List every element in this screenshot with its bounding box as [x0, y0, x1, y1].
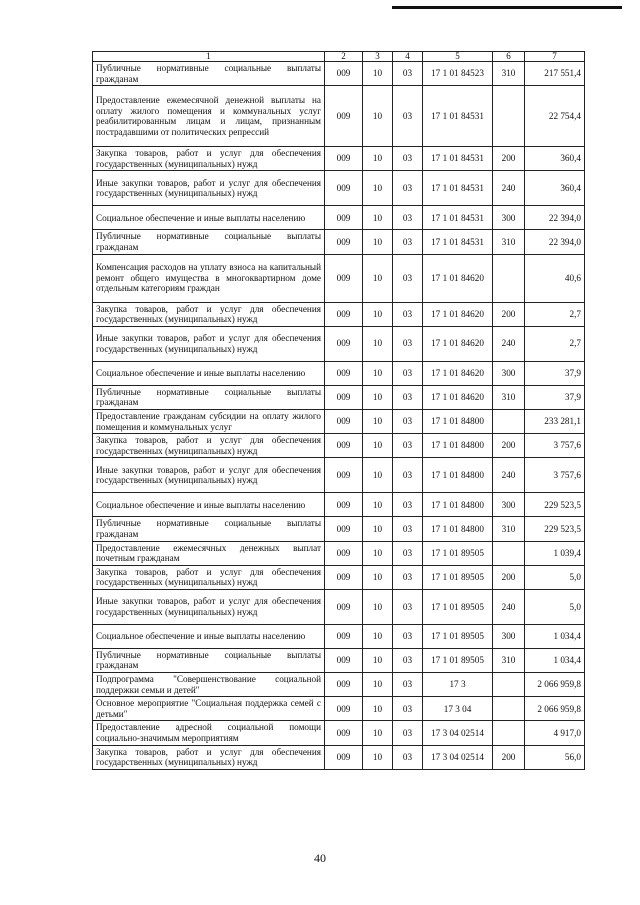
row-code-expense-type: 240	[493, 458, 525, 493]
row-code-target: 17 1 01 89505	[423, 624, 493, 648]
row-code-ministry: 009	[325, 326, 363, 361]
row-code-target: 17 1 01 89505	[423, 565, 493, 589]
table-body	[93, 52, 585, 770]
row-name: Публичные нормативные социальные выплаты гражданам	[93, 648, 325, 672]
row-name: Публичные нормативные социальные выплаты гражданам	[93, 62, 325, 86]
row-name: Компенсация расходов на уплату взноса на капитальный ремонт общего имущества в многоквартирном доме отдельным категориям граждан	[93, 254, 325, 302]
row-amount: 2 066 959,8	[525, 673, 585, 697]
row-name: Закупка товаров, работ и услуг для обеспечения государственных (муниципальных) нужд	[93, 147, 325, 171]
row-code-section: 10	[363, 565, 393, 589]
row-code-target: 17 1 01 84620	[423, 361, 493, 385]
row-name: Публичные нормативные социальные выплаты гражданам	[93, 230, 325, 254]
table-row	[93, 361, 585, 385]
row-code-section: 10	[363, 673, 393, 697]
row-code-subsection: 03	[393, 409, 423, 433]
row-amount: 1 034,4	[525, 648, 585, 672]
column-header: 3	[363, 52, 393, 62]
row-code-target: 17 3	[423, 673, 493, 697]
table-row	[93, 541, 585, 565]
row-code-section: 10	[363, 458, 393, 493]
row-code-target: 17 1 01 84523	[423, 62, 493, 86]
row-code-expense-type	[493, 673, 525, 697]
table-row	[93, 673, 585, 697]
row-name: Иные закупки товаров, работ и услуг для обеспечения государственных (муниципальных) нужд	[93, 589, 325, 624]
row-code-ministry: 009	[325, 254, 363, 302]
row-code-expense-type: 300	[493, 361, 525, 385]
row-name: Иные закупки товаров, работ и услуг для обеспечения государственных (муниципальных) нужд	[93, 171, 325, 206]
row-code-ministry: 009	[325, 541, 363, 565]
column-header: 2	[325, 52, 363, 62]
row-name: Закупка товаров, работ и услуг для обеспечения государственных (муниципальных) нужд	[93, 565, 325, 589]
row-code-subsection: 03	[393, 302, 423, 326]
row-name: Предоставление ежемесячной денежной выплаты на оплату жилого помещения и коммунальных услуг реабилитированным лицам и лицам, признанным пострадавшими от политических репрессий	[93, 86, 325, 147]
table-row	[93, 86, 585, 147]
row-code-subsection: 03	[393, 697, 423, 721]
row-code-section: 10	[363, 230, 393, 254]
row-code-expense-type: 240	[493, 326, 525, 361]
row-name: Социальное обеспечение и иные выплаты населению	[93, 206, 325, 230]
row-code-section: 10	[363, 721, 393, 745]
column-header: 6	[493, 52, 525, 62]
row-amount: 4 917,0	[525, 721, 585, 745]
row-code-subsection: 03	[393, 254, 423, 302]
row-code-section: 10	[363, 171, 393, 206]
column-header: 5	[423, 52, 493, 62]
row-name: Публичные нормативные социальные выплаты гражданам	[93, 517, 325, 541]
row-code-expense-type	[493, 697, 525, 721]
row-code-target: 17 3 04 02514	[423, 745, 493, 769]
row-code-target: 17 1 01 89505	[423, 648, 493, 672]
row-code-section: 10	[363, 624, 393, 648]
row-code-expense-type	[493, 721, 525, 745]
row-code-expense-type: 310	[493, 62, 525, 86]
row-code-section: 10	[363, 409, 393, 433]
table-row	[93, 648, 585, 672]
row-code-section: 10	[363, 326, 393, 361]
row-code-subsection: 03	[393, 745, 423, 769]
row-code-target: 17 1 01 84620	[423, 385, 493, 409]
table-row	[93, 565, 585, 589]
table-row	[93, 409, 585, 433]
row-code-target: 17 1 01 84620	[423, 302, 493, 326]
row-code-subsection: 03	[393, 385, 423, 409]
row-code-subsection: 03	[393, 517, 423, 541]
row-code-ministry: 009	[325, 745, 363, 769]
row-amount: 37,9	[525, 385, 585, 409]
row-name: Социальное обеспечение и иные выплаты населению	[93, 493, 325, 517]
row-code-subsection: 03	[393, 171, 423, 206]
row-code-ministry: 009	[325, 86, 363, 147]
row-amount: 3 757,6	[525, 434, 585, 458]
row-code-expense-type: 310	[493, 517, 525, 541]
row-name: Иные закупки товаров, работ и услуг для обеспечения государственных (муниципальных) нужд	[93, 458, 325, 493]
row-code-subsection: 03	[393, 624, 423, 648]
row-code-subsection: 03	[393, 589, 423, 624]
header-row	[93, 52, 585, 62]
row-name: Иные закупки товаров, работ и услуг для обеспечения государственных (муниципальных) нужд	[93, 326, 325, 361]
table-row	[93, 147, 585, 171]
row-code-subsection: 03	[393, 206, 423, 230]
table-row	[93, 458, 585, 493]
row-amount: 3 757,6	[525, 458, 585, 493]
row-amount: 1 034,4	[525, 624, 585, 648]
row-code-ministry: 009	[325, 721, 363, 745]
row-code-expense-type: 310	[493, 230, 525, 254]
row-code-ministry: 009	[325, 206, 363, 230]
row-amount: 217 551,4	[525, 62, 585, 86]
row-code-target: 17 1 01 84800	[423, 517, 493, 541]
row-code-subsection: 03	[393, 230, 423, 254]
row-code-section: 10	[363, 147, 393, 171]
row-code-section: 10	[363, 434, 393, 458]
row-code-target: 17 1 01 84800	[423, 458, 493, 493]
row-code-ministry: 009	[325, 302, 363, 326]
row-amount: 22 754,4	[525, 86, 585, 147]
row-amount: 360,4	[525, 147, 585, 171]
row-code-subsection: 03	[393, 147, 423, 171]
row-code-ministry: 009	[325, 458, 363, 493]
table-row	[93, 254, 585, 302]
row-code-target: 17 3 04	[423, 697, 493, 721]
table-row	[93, 517, 585, 541]
row-code-ministry: 009	[325, 230, 363, 254]
row-name: Закупка товаров, работ и услуг для обеспечения государственных (муниципальных) нужд	[93, 745, 325, 769]
table-row	[93, 697, 585, 721]
row-code-target: 17 1 01 84531	[423, 230, 493, 254]
row-code-expense-type: 240	[493, 589, 525, 624]
row-amount: 2,7	[525, 326, 585, 361]
row-code-section: 10	[363, 517, 393, 541]
row-code-section: 10	[363, 745, 393, 769]
row-code-section: 10	[363, 589, 393, 624]
row-code-target: 17 1 01 84531	[423, 206, 493, 230]
row-code-ministry: 009	[325, 565, 363, 589]
row-amount: 229 523,5	[525, 517, 585, 541]
budget-table	[92, 51, 585, 770]
row-code-expense-type: 200	[493, 147, 525, 171]
row-code-expense-type	[493, 254, 525, 302]
row-code-ministry: 009	[325, 493, 363, 517]
row-code-expense-type: 300	[493, 206, 525, 230]
row-name: Предоставление ежемесячных денежных выплат почетным гражданам	[93, 541, 325, 565]
table-row	[93, 302, 585, 326]
table-row	[93, 589, 585, 624]
row-code-section: 10	[363, 493, 393, 517]
table-row	[93, 745, 585, 769]
row-name: Подпрограмма "Совершенствование социальной поддержки семьи и детей"	[93, 673, 325, 697]
row-code-subsection: 03	[393, 541, 423, 565]
row-name: Социальное обеспечение и иные выплаты населению	[93, 361, 325, 385]
row-code-expense-type: 310	[493, 385, 525, 409]
row-code-section: 10	[363, 697, 393, 721]
row-code-target: 17 3 04 02514	[423, 721, 493, 745]
row-code-expense-type	[493, 409, 525, 433]
row-code-subsection: 03	[393, 458, 423, 493]
row-code-expense-type: 200	[493, 302, 525, 326]
column-header: 4	[393, 52, 423, 62]
row-amount: 2,7	[525, 302, 585, 326]
row-code-section: 10	[363, 302, 393, 326]
row-code-ministry: 009	[325, 673, 363, 697]
table-row	[93, 493, 585, 517]
table-row	[93, 206, 585, 230]
row-code-target: 17 1 01 84531	[423, 86, 493, 147]
row-amount: 56,0	[525, 745, 585, 769]
row-code-subsection: 03	[393, 361, 423, 385]
row-code-target: 17 1 01 89505	[423, 589, 493, 624]
row-code-subsection: 03	[393, 86, 423, 147]
table-row	[93, 624, 585, 648]
table-row	[93, 326, 585, 361]
row-code-ministry: 009	[325, 697, 363, 721]
row-code-ministry: 009	[325, 409, 363, 433]
row-code-expense-type: 200	[493, 565, 525, 589]
row-code-subsection: 03	[393, 721, 423, 745]
table-row	[93, 62, 585, 86]
row-code-expense-type: 310	[493, 648, 525, 672]
row-code-subsection: 03	[393, 326, 423, 361]
row-amount: 360,4	[525, 171, 585, 206]
row-code-subsection: 03	[393, 673, 423, 697]
row-code-expense-type: 200	[493, 434, 525, 458]
row-code-ministry: 009	[325, 171, 363, 206]
row-amount: 229 523,5	[525, 493, 585, 517]
row-code-section: 10	[363, 254, 393, 302]
row-code-target: 17 1 01 89505	[423, 541, 493, 565]
row-code-target: 17 1 01 84800	[423, 434, 493, 458]
row-code-ministry: 009	[325, 147, 363, 171]
row-amount: 40,6	[525, 254, 585, 302]
row-name: Публичные нормативные социальные выплаты гражданам	[93, 385, 325, 409]
top-rule	[392, 6, 622, 9]
row-code-ministry: 009	[325, 434, 363, 458]
row-code-ministry: 009	[325, 361, 363, 385]
table-row	[93, 385, 585, 409]
row-code-subsection: 03	[393, 434, 423, 458]
row-code-section: 10	[363, 541, 393, 565]
row-code-ministry: 009	[325, 624, 363, 648]
row-code-target: 17 1 01 84800	[423, 409, 493, 433]
row-code-ministry: 009	[325, 648, 363, 672]
table-row	[93, 721, 585, 745]
row-code-ministry: 009	[325, 589, 363, 624]
column-header: 7	[525, 52, 585, 62]
row-code-expense-type	[493, 86, 525, 147]
row-code-section: 10	[363, 648, 393, 672]
row-code-target: 17 1 01 84531	[423, 147, 493, 171]
row-code-expense-type: 240	[493, 171, 525, 206]
row-code-subsection: 03	[393, 62, 423, 86]
row-code-subsection: 03	[393, 493, 423, 517]
row-code-subsection: 03	[393, 565, 423, 589]
row-code-target: 17 1 01 84620	[423, 326, 493, 361]
row-name: Закупка товаров, работ и услуг для обеспечения государственных (муниципальных) нужд	[93, 434, 325, 458]
row-amount: 5,0	[525, 589, 585, 624]
row-amount: 37,9	[525, 361, 585, 385]
column-header: 1	[93, 52, 325, 62]
row-code-subsection: 03	[393, 648, 423, 672]
row-code-target: 17 1 01 84531	[423, 171, 493, 206]
row-amount: 5,0	[525, 565, 585, 589]
row-code-expense-type: 300	[493, 624, 525, 648]
table-row	[93, 434, 585, 458]
row-amount: 1 039,4	[525, 541, 585, 565]
row-name: Основное мероприятие "Социальная поддержка семей с детьми"	[93, 697, 325, 721]
row-code-expense-type: 200	[493, 745, 525, 769]
row-code-section: 10	[363, 361, 393, 385]
row-code-section: 10	[363, 385, 393, 409]
row-name: Закупка товаров, работ и услуг для обеспечения государственных (муниципальных) нужд	[93, 302, 325, 326]
row-amount: 2 066 959,8	[525, 697, 585, 721]
row-name: Социальное обеспечение и иные выплаты населению	[93, 624, 325, 648]
page-number: 40	[314, 851, 326, 865]
row-code-expense-type: 300	[493, 493, 525, 517]
row-code-ministry: 009	[325, 517, 363, 541]
row-code-section: 10	[363, 62, 393, 86]
row-name: Предоставление адресной социальной помощи социально-значимым мероприятиям	[93, 721, 325, 745]
row-amount: 22 394,0	[525, 230, 585, 254]
row-amount: 233 281,1	[525, 409, 585, 433]
row-code-ministry: 009	[325, 385, 363, 409]
row-amount: 22 394,0	[525, 206, 585, 230]
row-code-ministry: 009	[325, 62, 363, 86]
row-code-expense-type	[493, 541, 525, 565]
table-row	[93, 171, 585, 206]
row-code-section: 10	[363, 86, 393, 147]
row-code-target: 17 1 01 84620	[423, 254, 493, 302]
table-row	[93, 230, 585, 254]
row-code-target: 17 1 01 84800	[423, 493, 493, 517]
row-code-section: 10	[363, 206, 393, 230]
row-name: Предоставление гражданам субсидии на оплату жилого помещения и коммунальных услуг	[93, 409, 325, 433]
